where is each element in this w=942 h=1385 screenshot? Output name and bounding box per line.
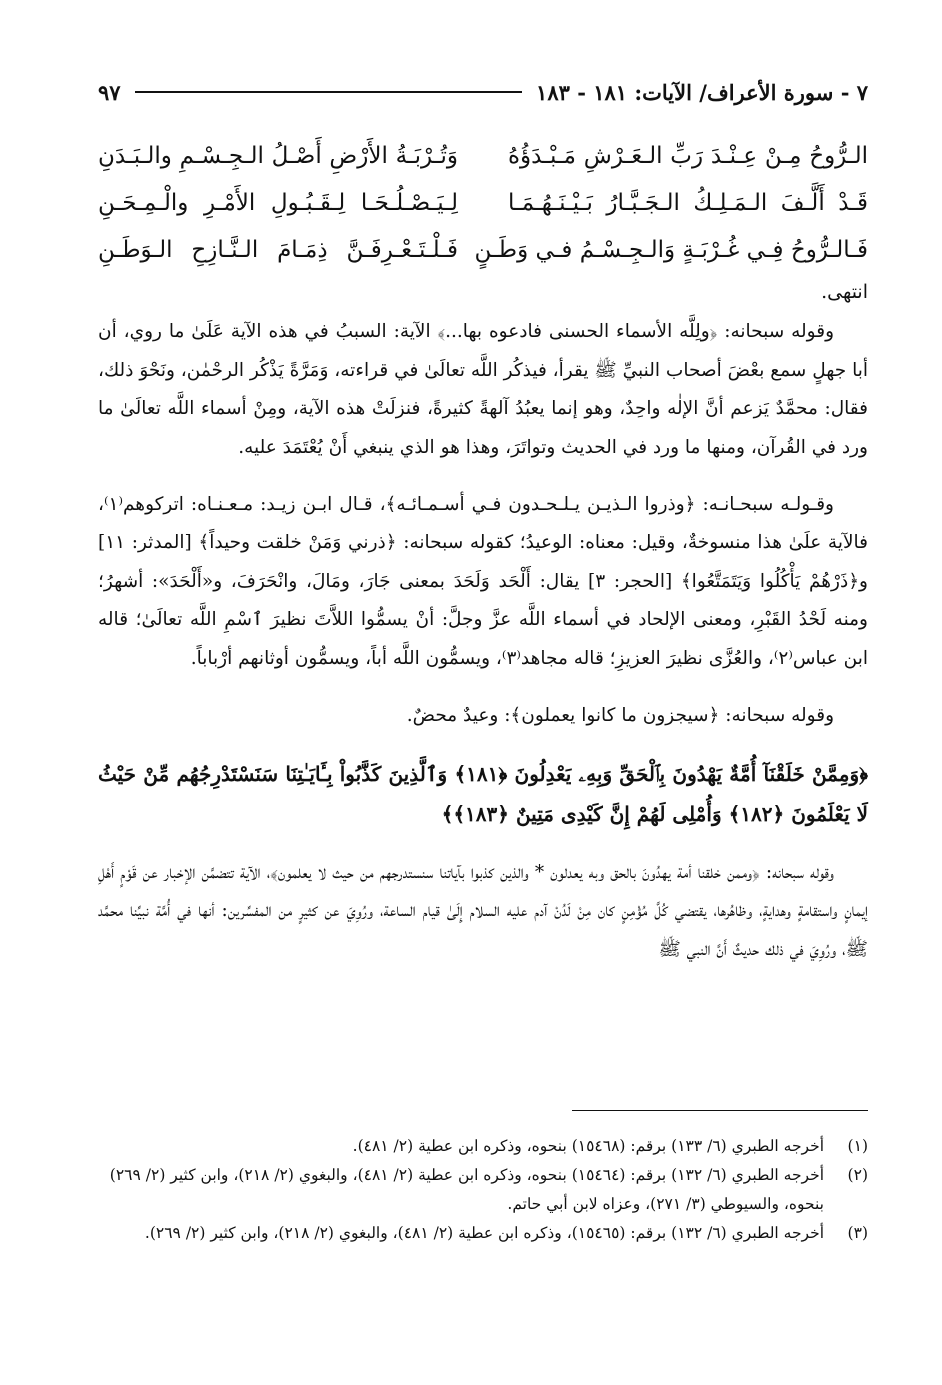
footnotes (98, 1132, 868, 1248)
poem (98, 132, 868, 273)
page-number: ٩٧ (98, 79, 121, 105)
body-paragraph: وقوله سبحانه: ﴿وممن خلقنا أمة يهدُونَ بالحق وبه يعدلون * والذين كذبوا بآياتنا سنستدرجهم من حيث لا يعلمون﴾، الآية تتضمَّن الإخبار عن قَوْمٍ أَهْلِ إيمانٍ واستقامةٍ وهدايةٍ، وظاهُرها، يقتضي كُلَّ مُؤْمِنٍ كان مِنْ لَدُنْ آدم عليه السلام إِلَىٰ قيام الساعة، ورُوِيَ عن كثيرٍ من المفسِّرين: أنها في أُمَّة نبيِّنا محمَّد ﷺ، ورُوِيَ في ذلك حديثٌ أَنَّ النبي ﷺ (98, 861, 868, 960)
quran-verse: ﴿وَمِمَّنْ خَلَقْنَآ أُمَّةٌ يَهْدُونَ بِٱلْحَقِّ وَبِهِۦ يَعْدِلُونَ ﴿١٨١﴾ وَٱلَّذِينَ كَذَّبُواْ بِـَٔايَـٰتِنَا سَنَسْتَدْرِجُهُم مِّنْ حَيْثُ لَا يَعْلَمُونَ ﴿١٨٢﴾ وَأُمْلِى لَهُمْ إِنَّ كَيْدِى مَتِينٌ ﴿١٨٣﴾﴾ (98, 761, 868, 826)
poem-verse (98, 226, 868, 273)
poem-verse (98, 179, 868, 226)
body-paragraph: وقـولـه سبحـانـه: ﴿وذروا الـذيـن يـلـحـدون فـي أسـمـائـه﴾، قـال ابـن زيـد: مـعـنـاه: اتركوهم⁽١⁾، فالآية علَىٰ هذا منسوخةٌ، وقيل: معناه: الوعيدُ؛ كقوله سبحانه: ﴿ذرني وَمَنْ خلقت وحيداً﴾ [المدثر: ١١] و﴿ذَرْهُمْ يَأْكُلُوا وَيَتَمَتَّعُوا﴾ [الحجر: ٣] يقال: أَلْحَد وَلَحَدَ بمعنى جَارَ، ومَالَ، وانْحَرَفَ، و«أَلْحَدَ»: أشهرُ؛ ومنه لَحْدُ القَبْرِ، ومعنى الإلحاد في أسماء اللَّه عزَّ وجلَّ: أنْ يسمُّوا اللاَّتَ نظيرَ ٱسْمِ اللَّه تعالَىٰ؛ قاله ابن عباس⁽٢⁾، والعُزَّى نظيرَ العزيزِ؛ قاله مجاهد⁽٣⁾، ويسمُّون اللَّه أباً، ويسمُّون أوثانهم أرْباباً. (98, 493, 868, 669)
footnote-text: أخرجه الطبري (٦/ ١٣٢) برقم: (١٥٤٦٤) بنحوه، وذكره ابن عطية (٢/ ٤٨١)، والبغوي (٢/ ٢١٨)، وابن كثير (٢/ ٢٦٩) بنحوه، والسيوطي (٣/ ٢٧١)، وعزاه لابن أبي حاتم. (109, 1166, 824, 1213)
footnote (98, 1219, 868, 1248)
verse-first-hemistich: قَـدْ أَلَّـفَ الـمَـلِـكُ الـجَـبَّـارُ بَـيْـنَـهُـمَـا (508, 189, 868, 216)
footnote-number: (٢) (847, 1166, 868, 1184)
footnote-number: (١) (847, 1137, 868, 1155)
verse-second-hemistich: وَتُـرْبَـةُ الأَرْضِ أَصْـلُ الـجِـسْـمِ والـبَـدَنِ (98, 142, 458, 169)
header-rule (135, 91, 522, 93)
verse-second-hemistich: لِـيَـصْـلُـحَـا لِـقَـبُـولِ الأَمْـرِ والْـمِـحَـنِ (98, 189, 458, 216)
poem-end-marker: انتهى. (821, 281, 868, 303)
running-title: ٧ - سورة الأعراف/ الآيات: ١٨١ - ١٨٣ (536, 79, 868, 105)
footnote-separator (572, 1110, 868, 1111)
body-paragraph: وقوله سبحانه: ﴿سيجزون ما كانوا يعملون﴾: وعيدٌ محضٌ. (406, 704, 834, 726)
body-paragraph: وقوله سبحانه: ﴿ولِلَّه الأسماء الحسنى فادعوه بها...﴾ الآية: السببُ في هذه الآية عَلَىٰ ما روي، أن أبا جهلٍ سمع بعْضَ أصحاب النبيِّ ﷺ يقرأ، فيذكُر اللَّه تعالَىٰ في قراءته، وَمَرَّةً يَذْكُر الرحْمٰن، ونَحْوَ ذلك، فقال: محمَّدٌ يَزعم أنَّ الإلٰه واحِدٌ، وهو إنما يعبُدُ آلهةً كثيرةً، فنزلَتْ هذه الآية، ومِنْ أسماء اللَّه تعالَىٰ ما ورد في القُرآن، ومنها ما ورد في الحديث وتواتَرَ، وهذا هو الذي ينبغي أَنْ يُعْتَمَدَ عليه. (98, 321, 868, 458)
footnote (98, 1132, 868, 1161)
verse-second-hemistich: فَـلْـتَـعْـرِفَـنَّ ذِمَـامَ الـنَّـازِحِ الـوَطَـنِ (98, 236, 458, 263)
page-header (98, 72, 868, 112)
footnote-text: أخرجه الطبري (٦/ ١٣٣) برقم: (١٥٤٦٨) بنحوه، وذكره ابن عطية (٢/ ٤٨١). (352, 1137, 824, 1155)
footnote-number: (٣) (847, 1224, 868, 1242)
book-page (98, 72, 868, 1242)
footnote (98, 1161, 868, 1219)
footnote-text: أخرجه الطبري (٦/ ١٣٢) برقم: (١٥٤٦٥)، وذكره ابن عطية (٢/ ٤٨١)، والبغوي (٢/ ٢١٨)، وابن كثير (٢/ ٢٦٩). (144, 1224, 824, 1242)
verse-first-hemistich: فَـالـرُّوحُ فِـي غُـرْبَـةٍ وَالـجِـسْـمُ فـي وَطَـنٍ (474, 236, 868, 263)
poem-verse (98, 132, 868, 179)
verse-first-hemistich: الـرُّوحُ مِـنْ عِـنْـدَ رَبِّ الـعَـرْشِ مَـبْـدَؤُهُ (508, 142, 868, 169)
